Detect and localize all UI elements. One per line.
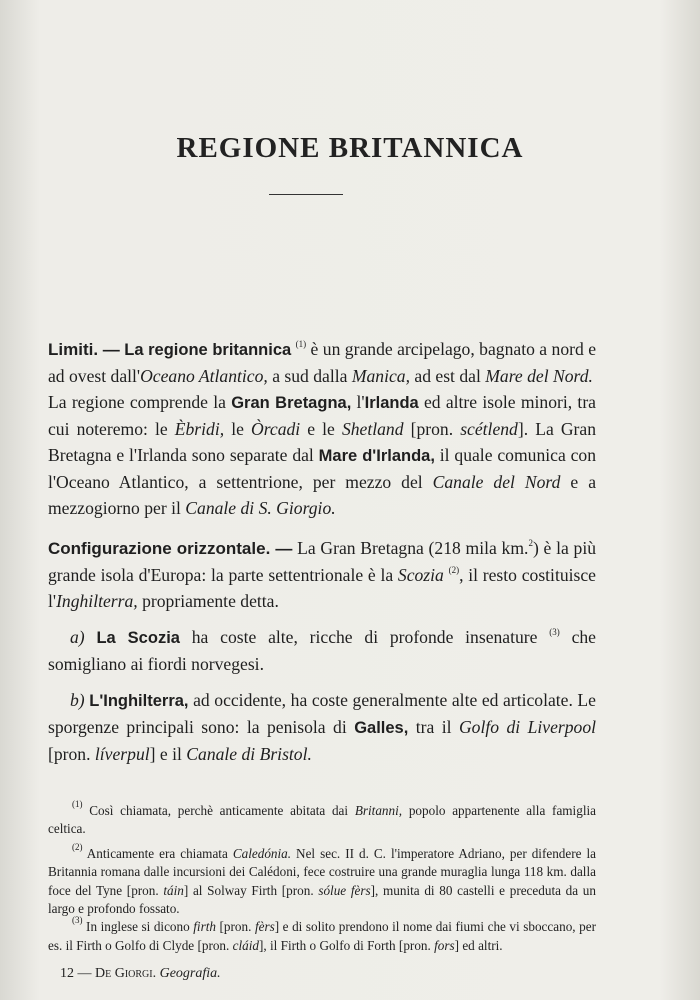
italic-term: Caledónia. xyxy=(232,845,292,861)
italic-term: Manica, xyxy=(351,366,410,386)
bold-term: Irlanda xyxy=(364,394,419,412)
footer-separator: — xyxy=(74,966,95,981)
paragraph-regione xyxy=(48,389,596,521)
text-run: ], munita di 80 castelli e preceduta da un largo e profondo fossato. xyxy=(48,882,596,917)
bold-term: La regione britannica xyxy=(124,341,292,359)
italic-term: Shetland xyxy=(341,419,404,439)
footnote-1 xyxy=(48,799,596,839)
italic-term: fors xyxy=(434,937,455,953)
footnotes xyxy=(48,799,596,955)
text-run: l' xyxy=(351,392,365,412)
bold-term: Galles, xyxy=(354,719,409,737)
text-run: , il resto costituisce l' xyxy=(48,565,596,611)
text-run: Nel sec. II d. C. l'imperatore Adriano, per difendere la Britannia romana dalle incursioni dei Calédoni, fece costruire una grande muraglia lunga 118 km. dalla foce del Tyne [pron. xyxy=(48,845,596,898)
footnote-marker: (1) xyxy=(72,799,83,809)
text-run: ad est dal xyxy=(410,366,486,386)
spacer xyxy=(48,614,596,624)
text-run: è un grande arcipelago, bagnato a nord e ad ovest dall' xyxy=(48,339,597,386)
text-run: ] e il xyxy=(149,744,187,764)
text-run: che somigliano ai fiordi norvegesi. xyxy=(48,627,596,674)
italic-term: Mare del Nord. xyxy=(485,366,593,386)
spacer xyxy=(48,677,596,687)
text-run: ] al Solway Firth [pron. xyxy=(183,882,319,898)
italic-term: Èbridi, xyxy=(174,419,225,439)
text-run: ed altre isole minori, tra cui noteremo: le xyxy=(48,392,596,439)
text-run: ha coste alte, ricche di profonde insenature xyxy=(179,627,538,647)
bold-term: L'Inghilterra, xyxy=(89,692,189,710)
italic-term: Scozia xyxy=(397,565,444,585)
footnote-marker: (3) xyxy=(72,915,83,926)
italic-term: Canale di Bristol. xyxy=(186,744,312,764)
italic-term: Canale del Nord xyxy=(432,472,561,492)
text-run: ], il Firth o Golfo di Forth [pron. xyxy=(259,937,435,953)
text-run: Anticamente era chiamata xyxy=(82,845,233,861)
section-heading-configurazione: Configurazione orizzontale. — xyxy=(48,539,293,558)
italic-term: fèrs xyxy=(254,919,275,935)
text-run: Così chiamata, perchè anticamente abitata dai xyxy=(82,803,355,818)
italic-term: scétlend xyxy=(460,419,518,439)
italic-term: Òrcadi xyxy=(251,419,301,439)
bold-term: Gran Bretagna, xyxy=(231,394,352,412)
italic-term: líverpul xyxy=(94,744,150,764)
text-run: [pron. xyxy=(215,919,255,935)
italic-term: Canale di S. Giorgio. xyxy=(185,498,336,518)
footnote-ref: (1) xyxy=(295,339,307,349)
paragraph-scozia xyxy=(48,624,596,677)
italic-term: Britanni, xyxy=(354,803,403,818)
page-title: REGIONE BRITANNICA xyxy=(176,132,524,164)
footnote-ref: (2) xyxy=(448,565,460,575)
text-run: propriamente detta. xyxy=(137,591,279,611)
text-run: ) è la più grande isola d'Europa: la parte settentrionale è la xyxy=(48,538,597,585)
text-run: popolo appartenente alla famiglia celtica. xyxy=(48,803,596,837)
paragraph-inghilterra xyxy=(48,687,596,767)
text-run: ] ed altri. xyxy=(454,937,503,953)
footnote-marker: (2) xyxy=(72,841,83,852)
italic-term: cláid xyxy=(232,937,259,953)
text-run: ]. La Gran Bretagna e l'Irlanda sono separate dal xyxy=(48,419,597,465)
text-run: La regione comprende la xyxy=(48,392,232,412)
text-run: ad occidente, ha coste generalmente alte ed articolate. Le sporgenze principali sono: la penisola di xyxy=(48,690,596,737)
main-text xyxy=(48,336,596,767)
text-run: [pron. xyxy=(403,419,461,439)
italic-term: Inghilterra, xyxy=(56,591,138,611)
footnote-3 xyxy=(48,915,596,955)
text-run: le xyxy=(224,419,251,439)
text-run: e le xyxy=(300,419,342,439)
page-number: 12 xyxy=(60,966,74,981)
superscript: 2 xyxy=(528,538,533,548)
paragraph-limiti xyxy=(48,336,596,389)
text-run: a sud dalla xyxy=(267,366,352,386)
footer-author: De Giorgi. xyxy=(95,966,157,981)
text-run: La Gran Bretagna (218 mila km. xyxy=(292,538,529,558)
list-label: a) xyxy=(70,627,85,647)
bold-term: La Scozia xyxy=(96,629,180,647)
bold-term: Mare d'Irlanda, xyxy=(318,447,435,465)
section-heading-limiti: Limiti. — xyxy=(48,340,120,359)
italic-term: sólue fèrs xyxy=(318,882,371,898)
footer-work: Geografia. xyxy=(159,966,221,981)
footnote-ref: (3) xyxy=(549,627,560,637)
italic-term: táin xyxy=(163,882,184,898)
text-run: tra il xyxy=(408,717,459,737)
text-run: il quale comunica con l'Oceano Atlantico, a settentrione, per mezzo del xyxy=(48,445,597,492)
italic-term: Oceano Atlantico, xyxy=(140,366,268,386)
page-footer xyxy=(60,966,221,982)
text-run: In inglese si dicono xyxy=(82,919,194,935)
title-divider xyxy=(269,194,343,195)
italic-term: Golfo di Liverpool xyxy=(458,717,597,737)
footnote-2 xyxy=(48,841,596,919)
spacer xyxy=(48,521,596,535)
text-run: e a mezzogiorno per il xyxy=(48,472,597,518)
text-run: ] e di solito prendono il nome dai fiumi che vi sboccano, per es. il Firth o Golfo di Clyde [pron. xyxy=(48,919,596,953)
paragraph-configurazione xyxy=(48,535,596,614)
list-label: b) xyxy=(70,690,85,710)
text-run: [pron. xyxy=(48,744,95,764)
italic-term: firth xyxy=(193,919,216,935)
